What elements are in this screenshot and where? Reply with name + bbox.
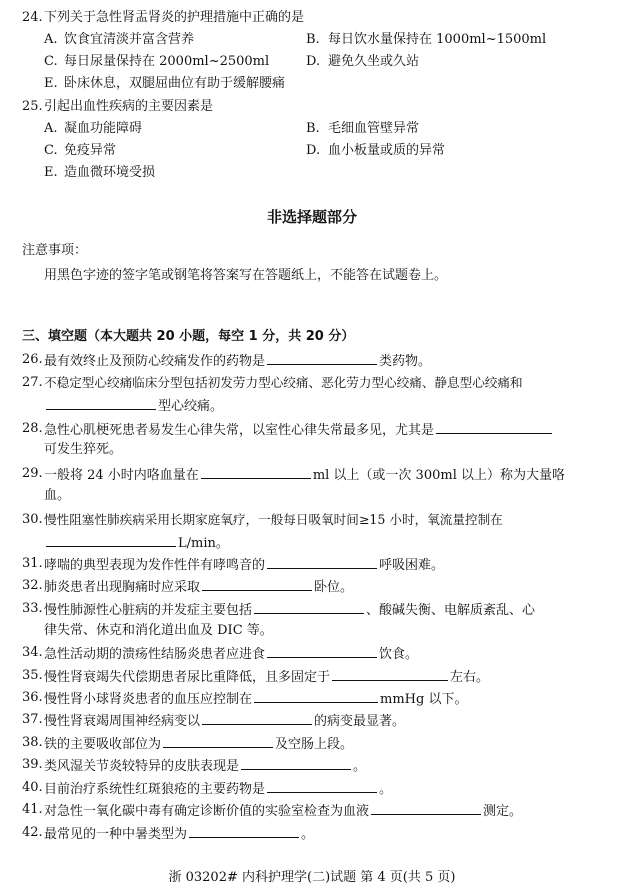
option-label: B. <box>306 32 320 47</box>
answer-blank[interactable] <box>332 668 448 681</box>
question-text: 目前治疗系统性红斑狼疮的主要药物是 <box>44 782 266 797</box>
question-number: 29. <box>22 466 43 481</box>
question-stem: 下列关于急性肾盂肾炎的护理措施中正确的是 <box>44 10 305 25</box>
question-text: 慢性肾衰竭失代偿期患者尿比重降低，且多固定于 <box>44 670 331 685</box>
question-number: 25. <box>22 99 43 114</box>
answer-blank[interactable] <box>267 780 377 793</box>
answer-blank[interactable] <box>189 825 299 838</box>
question-text: 可发生猝死。 <box>44 442 123 457</box>
question-number: 36. <box>22 690 43 705</box>
option-text: 卧床休息，双腿屈曲位有助于缓解腰痛 <box>64 76 286 91</box>
option-label: A. <box>44 121 58 136</box>
option-label: E. <box>44 76 58 91</box>
option-label: C. <box>44 143 58 158</box>
question-text: 型心绞痛。 <box>158 399 224 414</box>
option-label: A. <box>44 32 58 47</box>
option-text: 每日饮水量保持在 1000ml~1500ml <box>328 32 547 47</box>
option-text: 饮食宜清淡并富含营养 <box>64 32 195 47</box>
question-number: 26. <box>22 352 43 367</box>
option-text: 毛细血管壁异常 <box>328 121 420 136</box>
answer-blank[interactable] <box>267 556 377 569</box>
question-text: 。 <box>379 782 393 797</box>
question-number: 30. <box>22 512 43 527</box>
option-label: E. <box>44 165 58 180</box>
question-text: 卧位。 <box>314 580 354 595</box>
option-text: 避免久坐或久站 <box>328 54 420 69</box>
question-text: 哮喘的典型表现为发作性伴有哮鸣音的 <box>44 558 266 573</box>
answer-blank[interactable] <box>241 757 351 770</box>
answer-blank[interactable] <box>267 645 377 658</box>
question-number: 32. <box>22 578 43 593</box>
question-text: 慢性肺源性心脏病的并发症主要包括 <box>44 603 253 618</box>
notice-title: 注意事项： <box>22 243 88 258</box>
question-text: 不稳定型心绞痛临床分型包括初发劳力型心绞痛、恶化劳力型心绞痛、静息型心绞痛和 <box>44 375 523 390</box>
answer-blank[interactable] <box>254 601 364 614</box>
question-text: 类药物。 <box>379 354 432 369</box>
question-text: 急性心肌梗死患者易发生心律失常，以室性心律失常最多见，尤其是 <box>44 423 435 438</box>
question-number: 42. <box>22 825 43 840</box>
option-text: 每日尿量保持在 2000ml~2500ml <box>64 54 270 69</box>
question-number: 24. <box>22 10 43 25</box>
answer-blank[interactable] <box>163 735 273 748</box>
answer-blank[interactable] <box>202 578 312 591</box>
question-text: 。 <box>353 759 367 774</box>
answer-blank[interactable] <box>254 690 378 703</box>
question-number: 39. <box>22 757 43 772</box>
question-text: 及空肠上段。 <box>275 737 354 752</box>
question-text: 左右。 <box>450 670 490 685</box>
question-number: 35. <box>22 668 43 683</box>
question-text: 铁的主要吸收部位为 <box>44 737 162 752</box>
question-number: 34. <box>22 645 43 660</box>
question-number: 31. <box>22 556 43 571</box>
question-text: 肺炎患者出现胸痛时应采取 <box>44 580 201 595</box>
notice-text: 用黑色字迹的签字笔或钢笔将答案写在答题纸上，不能答在试题卷上。 <box>44 268 448 283</box>
question-text: 的病变最显著。 <box>314 714 406 729</box>
question-text: 急性活动期的溃疡性结肠炎患者应进食 <box>44 647 266 662</box>
answer-blank[interactable] <box>436 421 552 434</box>
answer-blank[interactable] <box>46 397 156 410</box>
question-text: 类风湿关节炎较特异的皮肤表现是 <box>44 759 240 774</box>
question-text: 律失常、休克和消化道出血及 DIC 等。 <box>44 623 273 638</box>
answer-blank[interactable] <box>201 466 311 479</box>
option-text: 造血微环境受损 <box>64 165 156 180</box>
part-title: 非选择题部分 <box>266 208 357 226</box>
question-text: 慢性阻塞性肺疾病采用长期家庭氧疗，一般每日吸氧时间≥15 小时，氧流量控制在 <box>44 512 503 527</box>
question-text: 对急性一氧化碳中毒有确定诊断价值的实验室检查为血液 <box>44 804 370 819</box>
question-number: 38. <box>22 735 43 750</box>
option-text: 血小板量或质的异常 <box>328 143 446 158</box>
question-text: 血。 <box>44 488 71 503</box>
question-number: 40. <box>22 780 43 795</box>
question-text: 最常见的一种中暑类型为 <box>44 827 188 842</box>
question-stem: 引起出血性疾病的主要因素是 <box>44 99 214 114</box>
answer-blank[interactable] <box>202 712 312 725</box>
question-text: 一般将 24 小时内咯血量在 <box>44 468 199 483</box>
question-number: 28. <box>22 421 43 436</box>
question-text: 呼吸困难。 <box>379 558 445 573</box>
question-number: 33. <box>22 601 43 616</box>
page-footer: 浙 03202# 内科护理学(二)试题 第 4 页(共 5 页) <box>168 870 456 885</box>
option-label: D. <box>306 54 321 69</box>
question-number: 37. <box>22 712 43 727</box>
question-text: 慢性肾衰竭周围神经病变以 <box>44 714 201 729</box>
question-text: 饮食。 <box>379 647 419 662</box>
option-label: B. <box>306 121 320 136</box>
question-number: 27. <box>22 375 43 390</box>
option-text: 凝血功能障碍 <box>64 121 143 136</box>
question-text: 、酸碱失衡、电解质紊乱、心 <box>366 603 536 618</box>
question-text: 测定。 <box>483 804 523 819</box>
question-number: 41. <box>22 802 43 817</box>
answer-blank[interactable] <box>267 352 377 365</box>
question-text: ml 以上（或一次 300ml 以上）称为大量咯 <box>312 468 565 483</box>
question-text: 。 <box>301 827 315 842</box>
option-label: D. <box>306 143 321 158</box>
question-text: L/min。 <box>178 536 229 551</box>
option-label: C. <box>44 54 58 69</box>
option-text: 免疫异常 <box>64 143 117 158</box>
answer-blank[interactable] <box>371 802 481 815</box>
question-text: mmHg 以下。 <box>380 692 468 707</box>
section-title: 三、填空题（本大题共 20 小题，每空 1 分，共 20 分） <box>22 329 355 344</box>
question-text: 最有效终止及预防心绞痛发作的药物是 <box>44 354 266 369</box>
answer-blank[interactable] <box>46 534 176 547</box>
question-text: 慢性肾小球肾炎患者的血压应控制在 <box>44 692 253 707</box>
